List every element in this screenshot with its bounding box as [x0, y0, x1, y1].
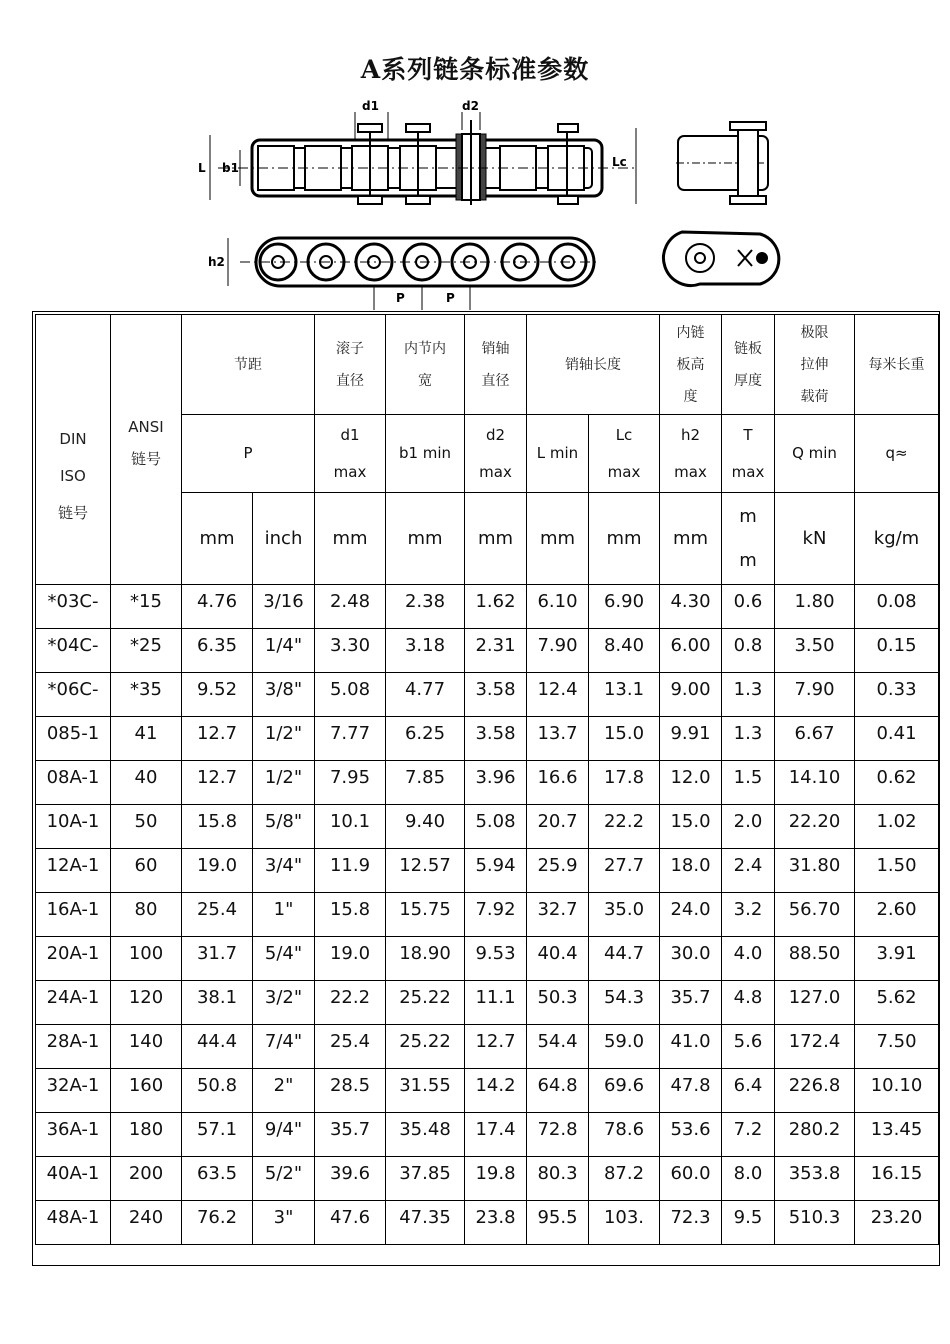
- table-cell: 20.7: [527, 805, 589, 849]
- table-cell: 31.80: [775, 849, 855, 893]
- table-cell: 80: [111, 893, 182, 937]
- table-cell: 14.10: [775, 761, 855, 805]
- table-cell: 56.70: [775, 893, 855, 937]
- table-cell: 47.8: [660, 1069, 722, 1113]
- table-row: [36, 981, 939, 1025]
- table-cell: 53.6: [660, 1113, 722, 1157]
- table-cell: 25.9: [527, 849, 589, 893]
- unit-mm-Lc: mm: [589, 493, 660, 585]
- table-cell: 57.1: [182, 1113, 253, 1157]
- table-cell: 6.35: [182, 629, 253, 673]
- table-cell: 78.6: [589, 1113, 660, 1157]
- table-cell: 1.3: [722, 673, 775, 717]
- inner-label-2: 宽: [418, 372, 432, 389]
- table-cell: 10.1: [315, 805, 386, 849]
- table-cell: 72.3: [660, 1201, 722, 1245]
- table-cell: 353.8: [775, 1157, 855, 1201]
- label-h2: h2: [208, 255, 225, 269]
- table-cell: 3.96: [465, 761, 527, 805]
- tensile-label-1: 极限: [800, 324, 829, 341]
- table-cell: 40A-1: [36, 1157, 111, 1201]
- table-cell: 7.92: [465, 893, 527, 937]
- table-cell: 7.77: [315, 717, 386, 761]
- sub-h2-a: h2: [680, 425, 701, 444]
- table-cell: 1.3: [722, 717, 775, 761]
- plate-height-label-1: 内链: [676, 324, 705, 341]
- table-cell: 95.5: [527, 1201, 589, 1245]
- table-row: [36, 1113, 939, 1157]
- table-cell: 3/8": [253, 673, 315, 717]
- inner-width-header: [386, 315, 465, 415]
- table-cell: 19.0: [182, 849, 253, 893]
- unit-mm-b1: mm: [386, 493, 465, 585]
- table-cell: 4.0: [722, 937, 775, 981]
- unit-m-1: m: [739, 505, 757, 527]
- table-cell: 48A-1: [36, 1201, 111, 1245]
- table-cell: 9.40: [386, 805, 465, 849]
- table-cell: 40: [111, 761, 182, 805]
- table-cell: 5.94: [465, 849, 527, 893]
- sub-L: L min: [527, 415, 589, 493]
- table-cell: 32A-1: [36, 1069, 111, 1113]
- roller-label-1: 滚子: [336, 340, 364, 357]
- table-cell: 24A-1: [36, 981, 111, 1025]
- table-row: [36, 585, 939, 629]
- table-cell: 18.90: [386, 937, 465, 981]
- table-cell: 5/2": [253, 1157, 315, 1201]
- table-cell: 20A-1: [36, 937, 111, 981]
- table-cell: 5.08: [465, 805, 527, 849]
- din-label: DIN: [59, 430, 87, 448]
- table-cell: 22.2: [315, 981, 386, 1025]
- table-cell: 88.50: [775, 937, 855, 981]
- table-cell: 3.18: [386, 629, 465, 673]
- table-cell: 19.0: [315, 937, 386, 981]
- table-cell: 3.30: [315, 629, 386, 673]
- sub-d1: [315, 415, 386, 493]
- label-P2: P: [446, 291, 455, 305]
- label-P1: P: [396, 291, 405, 305]
- table-cell: 25.22: [386, 1025, 465, 1069]
- chain-parameter-table-frame: [32, 311, 940, 1266]
- table-cell: 7.90: [527, 629, 589, 673]
- ansi-no-label: 链号: [130, 450, 161, 468]
- table-cell: 1": [253, 893, 315, 937]
- table-cell: 5.08: [315, 673, 386, 717]
- table-cell: 1.5: [722, 761, 775, 805]
- table-cell: 35.48: [386, 1113, 465, 1157]
- table-cell: 50.8: [182, 1069, 253, 1113]
- table-cell: 8.0: [722, 1157, 775, 1201]
- table-cell: 12.0: [660, 761, 722, 805]
- table-cell: 13.7: [527, 717, 589, 761]
- table-cell: 6.90: [589, 585, 660, 629]
- pin-label-2: 直径: [481, 372, 510, 389]
- sub-d2: [465, 415, 527, 493]
- unit-m-2: m: [739, 549, 757, 571]
- table-cell: 12.57: [386, 849, 465, 893]
- table-cell: 3.2: [722, 893, 775, 937]
- ansi-label: ANSI: [128, 418, 164, 436]
- table-cell: 0.15: [855, 629, 939, 673]
- table-cell: 0.62: [855, 761, 939, 805]
- table-cell: 16.15: [855, 1157, 939, 1201]
- sub-T: [722, 415, 775, 493]
- table-cell: 9/4": [253, 1113, 315, 1157]
- table-cell: 4.76: [182, 585, 253, 629]
- table-cell: 10A-1: [36, 805, 111, 849]
- table-cell: 27.7: [589, 849, 660, 893]
- table-cell: 40.4: [527, 937, 589, 981]
- plate-thickness-label-1: 链板: [734, 340, 762, 357]
- label-Lc: Lc: [612, 155, 627, 169]
- table-cell: 6.10: [527, 585, 589, 629]
- chain-side-view: [210, 112, 636, 205]
- table-cell: 226.8: [775, 1069, 855, 1113]
- sub-Lc-b: max: [607, 462, 641, 481]
- table-cell: 87.2: [589, 1157, 660, 1201]
- table-cell: 7.90: [775, 673, 855, 717]
- table-row: [36, 937, 939, 981]
- table-row: [36, 673, 939, 717]
- label-L: L: [198, 161, 206, 175]
- table-cell: 3.58: [465, 673, 527, 717]
- table-cell: 1.62: [465, 585, 527, 629]
- table-cell: 50: [111, 805, 182, 849]
- table-cell: 38.1: [182, 981, 253, 1025]
- sub-d2-a: d2: [485, 425, 506, 444]
- table-cell: 127.0: [775, 981, 855, 1025]
- table-cell: 2.31: [465, 629, 527, 673]
- table-cell: 4.30: [660, 585, 722, 629]
- table-cell: 172.4: [775, 1025, 855, 1069]
- table-cell: 510.3: [775, 1201, 855, 1245]
- sub-h2-b: max: [674, 462, 707, 481]
- table-cell: 6.4: [722, 1069, 775, 1113]
- table-cell: 72.8: [527, 1113, 589, 1157]
- table-cell: 0.41: [855, 717, 939, 761]
- sub-T-b: max: [731, 462, 765, 481]
- table-cell: 0.08: [855, 585, 939, 629]
- table-cell: 15.8: [315, 893, 386, 937]
- iso-label: ISO: [60, 467, 86, 485]
- table-cell: 47.6: [315, 1201, 386, 1245]
- table-cell: 54.3: [589, 981, 660, 1025]
- ansi-header: [111, 315, 182, 585]
- table-row: [36, 629, 939, 673]
- table-cell: 7.2: [722, 1113, 775, 1157]
- table-cell: 3.91: [855, 937, 939, 981]
- table-cell: 240: [111, 1201, 182, 1245]
- table-row: [36, 1069, 939, 1113]
- plate-height-header: [660, 315, 722, 415]
- roller-label-2: 直径: [336, 372, 364, 389]
- roller-header: [315, 315, 386, 415]
- label-b1: b1: [222, 161, 239, 175]
- table-cell: 3": [253, 1201, 315, 1245]
- unit-mm-L: mm: [527, 493, 589, 585]
- table-cell: *15: [111, 585, 182, 629]
- table-cell: 3/2": [253, 981, 315, 1025]
- table-cell: 1/4": [253, 629, 315, 673]
- pin-label-1: 销轴: [481, 340, 510, 357]
- table-cell: 31.7: [182, 937, 253, 981]
- table-cell: 16A-1: [36, 893, 111, 937]
- table-cell: 12.7: [465, 1025, 527, 1069]
- unit-kgm: kg/m: [855, 493, 939, 585]
- sub-T-a: T: [743, 425, 753, 444]
- table-cell: 085-1: [36, 717, 111, 761]
- table-cell: 64.8: [527, 1069, 589, 1113]
- table-cell: 22.20: [775, 805, 855, 849]
- pin-diameter-header: [465, 315, 527, 415]
- chain-end-view: [664, 122, 779, 286]
- sub-q: q≈: [855, 415, 939, 493]
- table-cell: 15.8: [182, 805, 253, 849]
- unit-mm-d1: mm: [315, 493, 386, 585]
- sub-Lc-a: Lc: [615, 425, 633, 444]
- table-cell: 6.00: [660, 629, 722, 673]
- table-cell: 50.3: [527, 981, 589, 1025]
- table-cell: 6.25: [386, 717, 465, 761]
- table-cell: 15.0: [660, 805, 722, 849]
- table-cell: 5.62: [855, 981, 939, 1025]
- table-cell: 25.4: [315, 1025, 386, 1069]
- table-cell: *25: [111, 629, 182, 673]
- table-cell: 12.7: [182, 761, 253, 805]
- table-cell: 3/4": [253, 849, 315, 893]
- table-cell: 0.33: [855, 673, 939, 717]
- table-cell: 41: [111, 717, 182, 761]
- table-cell: 4.77: [386, 673, 465, 717]
- table-cell: 3/16: [253, 585, 315, 629]
- table-cell: 22.2: [589, 805, 660, 849]
- table-cell: 100: [111, 937, 182, 981]
- table-cell: 35.7: [660, 981, 722, 1025]
- table-cell: 6.67: [775, 717, 855, 761]
- sub-Q: Q min: [775, 415, 855, 493]
- table-cell: 18.0: [660, 849, 722, 893]
- table-cell: 08A-1: [36, 761, 111, 805]
- table-cell: 7/4": [253, 1025, 315, 1069]
- table-cell: 44.4: [182, 1025, 253, 1069]
- table-cell: 36A-1: [36, 1113, 111, 1157]
- table-cell: 1.50: [855, 849, 939, 893]
- table-cell: 9.5: [722, 1201, 775, 1245]
- din-header: [36, 315, 111, 585]
- table-cell: 15.75: [386, 893, 465, 937]
- table-cell: 2": [253, 1069, 315, 1113]
- table-row: [36, 805, 939, 849]
- table-cell: *04C-: [36, 629, 111, 673]
- table-cell: 3.58: [465, 717, 527, 761]
- table-cell: 1/2": [253, 717, 315, 761]
- inner-label-1: 内节内: [404, 340, 446, 357]
- table-cell: 39.6: [315, 1157, 386, 1201]
- tensile-header: [775, 315, 855, 415]
- table-cell: 23.8: [465, 1201, 527, 1245]
- pitch-header: 节距: [182, 315, 315, 415]
- table-cell: 11.1: [465, 981, 527, 1025]
- table-cell: 31.55: [386, 1069, 465, 1113]
- table-cell: 7.50: [855, 1025, 939, 1069]
- weight-header: 每米长重: [855, 315, 939, 415]
- table-cell: 0.6: [722, 585, 775, 629]
- table-cell: 9.00: [660, 673, 722, 717]
- table-cell: 2.38: [386, 585, 465, 629]
- table-cell: 60: [111, 849, 182, 893]
- table-cell: 5/8": [253, 805, 315, 849]
- table-cell: 25.4: [182, 893, 253, 937]
- table-row: [36, 893, 939, 937]
- table-cell: 60.0: [660, 1157, 722, 1201]
- unit-mm-h2: mm: [660, 493, 722, 585]
- table-cell: 12.7: [182, 717, 253, 761]
- plate-height-label-3: 度: [683, 388, 698, 405]
- table-cell: *35: [111, 673, 182, 717]
- table-cell: 8.40: [589, 629, 660, 673]
- table-cell: 9.52: [182, 673, 253, 717]
- table-cell: 4.8: [722, 981, 775, 1025]
- table-cell: 44.7: [589, 937, 660, 981]
- table-cell: 0.8: [722, 629, 775, 673]
- table-cell: 120: [111, 981, 182, 1025]
- table-cell: 14.2: [465, 1069, 527, 1113]
- table-cell: 32.7: [527, 893, 589, 937]
- table-cell: 13.45: [855, 1113, 939, 1157]
- table-cell: 19.8: [465, 1157, 527, 1201]
- label-d2: d2: [462, 99, 479, 113]
- unit-mm-p: mm: [182, 493, 253, 585]
- table-cell: 9.91: [660, 717, 722, 761]
- table-cell: 25.22: [386, 981, 465, 1025]
- table-cell: 200: [111, 1157, 182, 1201]
- table-cell: 15.0: [589, 717, 660, 761]
- table-cell: 2.4: [722, 849, 775, 893]
- table-row: [36, 1201, 939, 1245]
- chain-front-view: [228, 238, 600, 310]
- table-cell: 3.50: [775, 629, 855, 673]
- table-cell: *06C-: [36, 673, 111, 717]
- sub-d1-a: d1: [340, 425, 360, 444]
- table-cell: 47.35: [386, 1201, 465, 1245]
- table-cell: 1/2": [253, 761, 315, 805]
- table-row: [36, 761, 939, 805]
- unit-kN: kN: [775, 493, 855, 585]
- table-row: [36, 1157, 939, 1201]
- table-cell: 12A-1: [36, 849, 111, 893]
- unit-mm-T: [722, 493, 775, 585]
- table-cell: 23.20: [855, 1201, 939, 1245]
- table-cell: 17.8: [589, 761, 660, 805]
- chain-parameter-table: [35, 314, 939, 1245]
- sub-Lc: [589, 415, 660, 493]
- table-row: [36, 849, 939, 893]
- din-no-label: 链号: [57, 504, 88, 522]
- table-cell: 59.0: [589, 1025, 660, 1069]
- table-cell: 28.5: [315, 1069, 386, 1113]
- table-cell: 2.0: [722, 805, 775, 849]
- table-cell: 2.48: [315, 585, 386, 629]
- table-cell: 35.0: [589, 893, 660, 937]
- table-cell: 280.2: [775, 1113, 855, 1157]
- sub-b1: b1 min: [386, 415, 465, 493]
- table-cell: 63.5: [182, 1157, 253, 1201]
- table-cell: 11.9: [315, 849, 386, 893]
- table-cell: 1.02: [855, 805, 939, 849]
- table-cell: 140: [111, 1025, 182, 1069]
- table-cell: 5.6: [722, 1025, 775, 1069]
- sub-P: P: [182, 415, 315, 493]
- table-cell: 17.4: [465, 1113, 527, 1157]
- table-cell: 10.10: [855, 1069, 939, 1113]
- table-cell: 2.60: [855, 893, 939, 937]
- unit-inch: inch: [253, 493, 315, 585]
- table-row: [36, 717, 939, 761]
- plate-thickness-header: [722, 315, 775, 415]
- table-cell: 9.53: [465, 937, 527, 981]
- label-d1: d1: [362, 99, 379, 113]
- table-cell: 1.80: [775, 585, 855, 629]
- tensile-label-3: 载荷: [800, 388, 829, 405]
- table-body: [36, 585, 939, 1245]
- table-cell: 160: [111, 1069, 182, 1113]
- table-cell: 30.0: [660, 937, 722, 981]
- table-cell: 103.: [589, 1201, 660, 1245]
- table-cell: 7.85: [386, 761, 465, 805]
- pin-length-header: 销轴长度: [527, 315, 660, 415]
- table-cell: 41.0: [660, 1025, 722, 1069]
- table-cell: 35.7: [315, 1113, 386, 1157]
- plate-height-label-2: 板高: [676, 356, 705, 373]
- table-cell: 37.85: [386, 1157, 465, 1201]
- table-cell: 80.3: [527, 1157, 589, 1201]
- tensile-label-2: 拉伸: [800, 356, 829, 373]
- table-cell: 180: [111, 1113, 182, 1157]
- table-cell: *03C-: [36, 585, 111, 629]
- sub-d1-b: max: [333, 462, 367, 481]
- table-cell: 12.4: [527, 673, 589, 717]
- table-cell: 13.1: [589, 673, 660, 717]
- table-cell: 28A-1: [36, 1025, 111, 1069]
- table-row: [36, 1025, 939, 1069]
- table-cell: 5/4": [253, 937, 315, 981]
- chain-diagram: [0, 92, 950, 312]
- table-cell: 69.6: [589, 1069, 660, 1113]
- sub-d2-b: max: [479, 462, 512, 481]
- table-cell: 24.0: [660, 893, 722, 937]
- table-cell: 76.2: [182, 1201, 253, 1245]
- table-cell: 54.4: [527, 1025, 589, 1069]
- page-title: A系列链条标准参数: [360, 55, 590, 84]
- table-cell: 7.95: [315, 761, 386, 805]
- plate-thickness-label-2: 厚度: [734, 372, 762, 389]
- table-cell: 16.6: [527, 761, 589, 805]
- sub-h2: [660, 415, 722, 493]
- unit-mm-d2: mm: [465, 493, 527, 585]
